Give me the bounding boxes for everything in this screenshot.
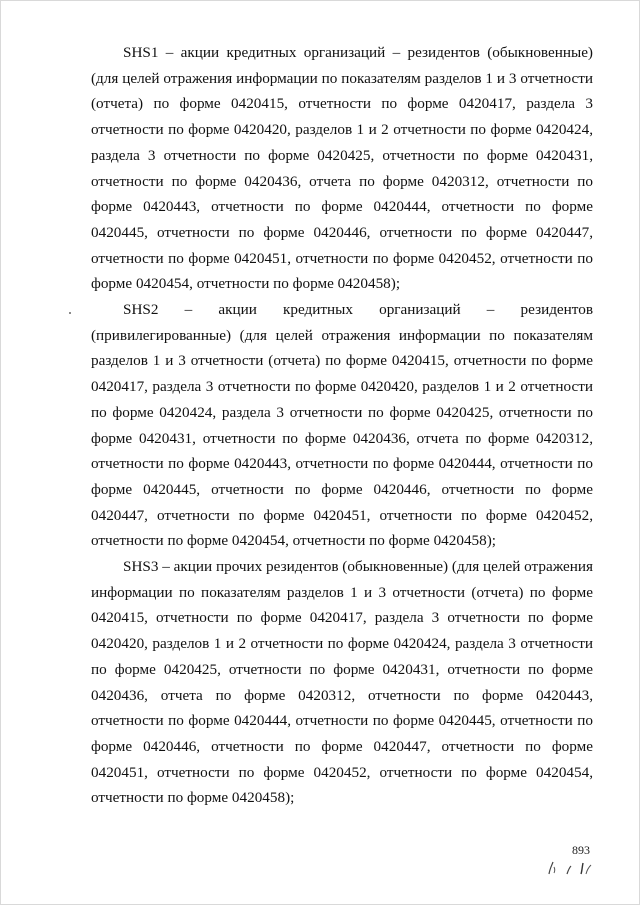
paragraph-shs1: SHS1 – акции кредитных организаций – резидентов (обыкновенные) (для целей отражения информации по показателям разделов 1 и 3 отчетности (отчета) по форме 0420415, отчетности по форме 0420417, раздела 3 отчетности по форме 0420420, разделов 1 и 2 отчетности по форме 0420424, раздела 3 отчетности по форме 0420425, отчетности по форме 0420431, отчетности по форме 0420436, отчета по форме 0420312, отчетности по форме 0420443, отчетности по форме 0420444, отчетности по форме 0420445, отчетности по форме 0420446, отчетности по форме 0420447, отчетности по форме 0420451, отчетности по форме 0420452, отчетности по форме 0420454, отчетности по форме 0420458); bbox=[91, 44, 593, 293]
handwritten-mark bbox=[547, 859, 597, 877]
body-text bbox=[91, 40, 593, 811]
scan-speck bbox=[69, 312, 71, 314]
page-number: 893 bbox=[572, 843, 590, 857]
paragraph-shs2: SHS2 – акции кредитных организаций – резидентов (привилегированные) (для целей отражения информации по показателям разделов 1 и 3 отчетности (отчета) по форме 0420415, отчетности по форме 0420417, раздела 3 отчетности по форме 0420420, разделов 1 и 2 отчетности по форме 0420424, раздела 3 отчетности по форме 0420425, отчетности по форме 0420431, отчетности по форме 0420436, отчета по форме 0420312, отчетности по форме 0420443, отчетности по форме 0420444, отчетности по форме 0420445, отчетности по форме 0420446, отчетности по форме 0420447, отчетности по форме 0420451, отчетности по форме 0420452, отчетности по форме 0420454, отчетности по форме 0420458); bbox=[91, 301, 593, 550]
paragraph-shs3: SHS3 – акции прочих резидентов (обыкновенные) (для целей отражения информации по показателям разделов 1 и 3 отчетности (отчета) по форме 0420415, отчетности по форме 0420417, раздела 3 отчетности по форме 0420420, разделов 1 и 2 отчетности по форме 0420424, раздела 3 отчетности по форме 0420425, отчетности по форме 0420431, отчетности по форме 0420436, отчета по форме 0420312, отчетности по форме 0420443, отчетности по форме 0420444, отчетности по форме 0420445, отчетности по форме 0420446, отчетности по форме 0420447, отчетности по форме 0420451, отчетности по форме 0420452, отчетности по форме 0420454, отчетности по форме 0420458); bbox=[91, 558, 593, 807]
